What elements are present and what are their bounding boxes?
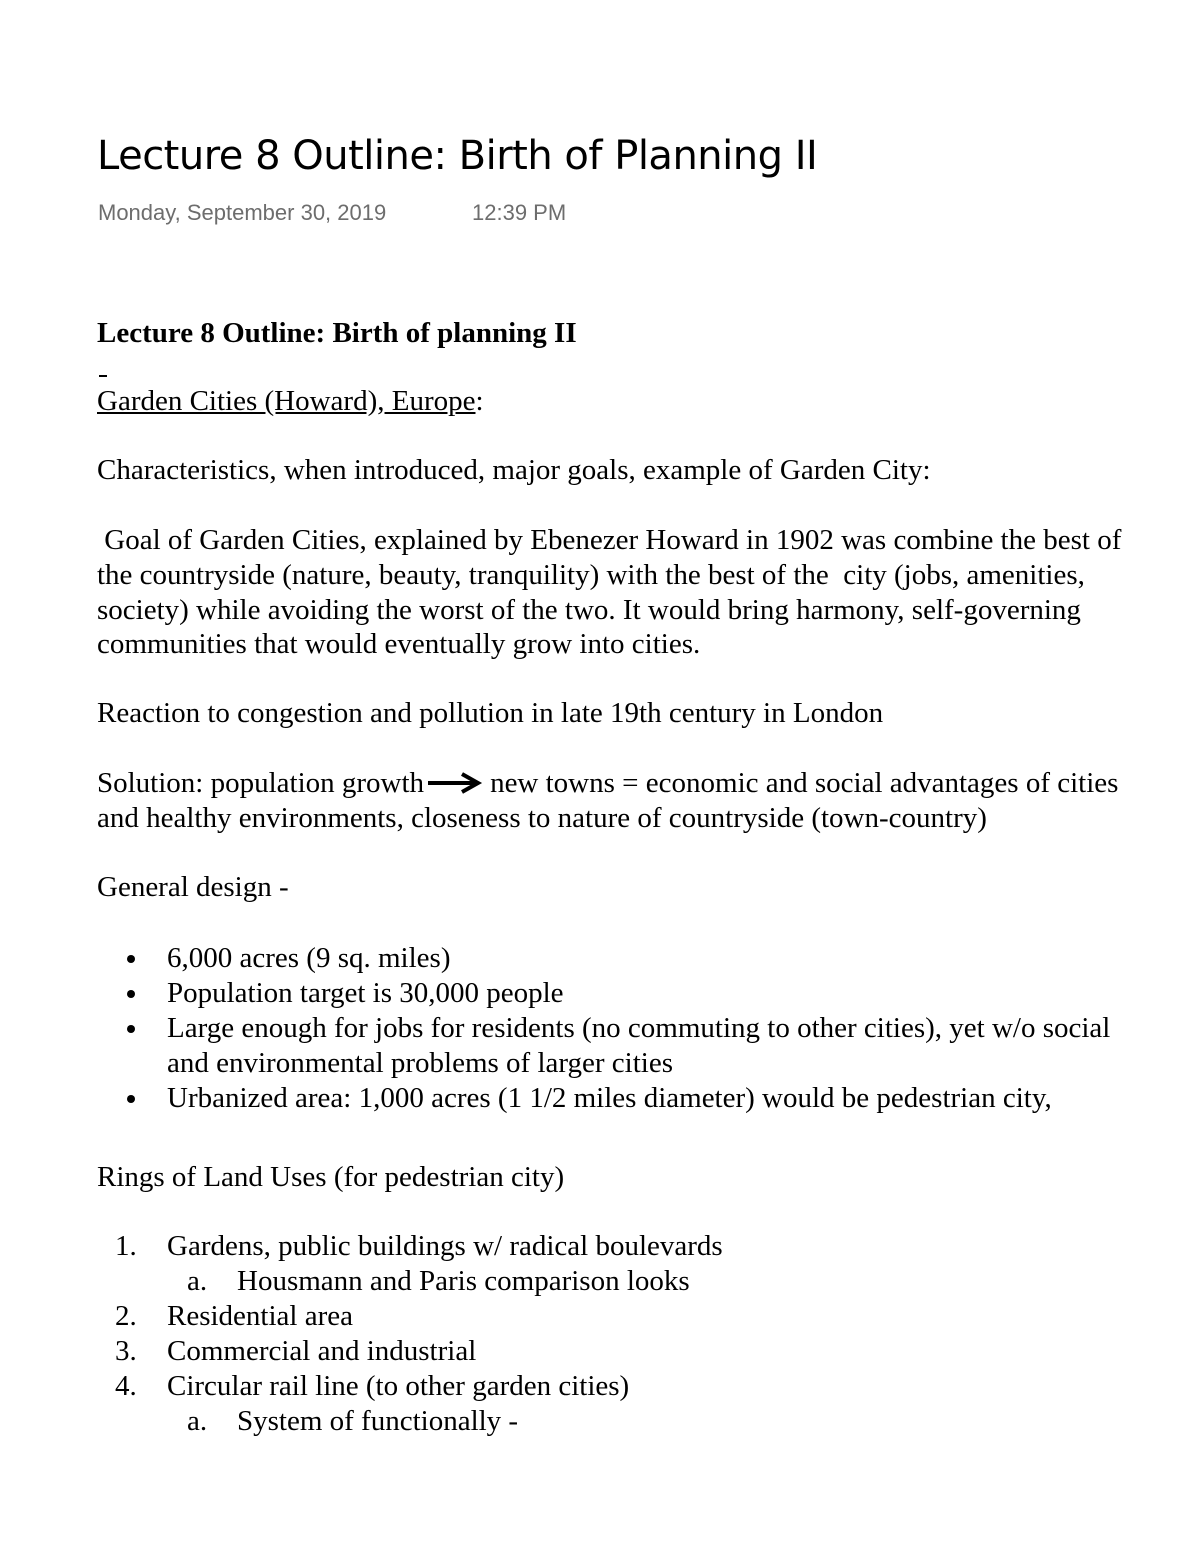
goal-line-3: society) while avoiding the worst of the two. It would bring harmony, self-governing — [97, 594, 1081, 626]
general-design-label: General design - — [97, 871, 289, 903]
section-title: Garden Cities (Howard), Europe — [97, 385, 476, 417]
section-title-line — [97, 384, 1200, 419]
page-title: Lecture 8 Outline: Birth of Planning II — [97, 133, 818, 179]
design-bullet-list — [97, 941, 1110, 1116]
goal-line-1: Goal of Garden Cities, explained by Ebenezer Howard in 1902 was combine the best of — [97, 524, 1122, 556]
note-time: 12:39 PM — [472, 200, 567, 225]
list-item: Large enough for jobs for residents (no commuting to other cities), yet w/o social — [97, 1011, 1110, 1046]
stray-mark — [99, 375, 107, 377]
list-item-continuation: and environmental problems of larger cities — [167, 1047, 673, 1079]
list-item: 4. Circular rail line (to other garden cities) — [115, 1370, 630, 1402]
rings-heading: Rings of Land Uses (for pedestrian city) — [97, 1161, 565, 1193]
reaction-line: Reaction to congestion and pollution in late 19th century in London — [97, 697, 884, 729]
solution-part-1: Solution: population growth — [97, 767, 425, 799]
rings-list — [97, 1229, 723, 1439]
goal-line-4: communities that would eventually grow into cities. — [97, 628, 701, 660]
section-colon: : — [475, 385, 484, 417]
goal-line-2: the countryside (nature, beauty, tranquility) with the best of the city (jobs, amenities, — [97, 559, 1085, 591]
bullet-icon — [127, 990, 135, 998]
list-item: 2. Residential area — [115, 1300, 353, 1332]
right-arrow-icon — [426, 771, 484, 795]
lecture-heading: Lecture 8 Outline: Birth of planning II — [97, 317, 577, 349]
list-item: 6,000 acres (9 sq. miles) — [97, 941, 1110, 976]
solution-line-1 — [97, 766, 1200, 801]
solution-line-2: and healthy environments, closeness to nature of countryside (town-country) — [97, 802, 987, 834]
bullet-icon — [127, 955, 135, 963]
sub-list-item: a. Housmann and Paris comparison looks — [187, 1265, 690, 1297]
list-item: 1. Gardens, public buildings w/ radical boulevards — [115, 1230, 723, 1262]
sub-list-item: a. System of functionally - — [187, 1405, 519, 1437]
characteristics-line: Characteristics, when introduced, major goals, example of Garden City: — [97, 454, 931, 486]
list-item: 3. Commercial and industrial — [115, 1335, 477, 1367]
list-item: Urbanized area: 1,000 acres (1 1/2 miles diameter) would be pedestrian city, — [97, 1081, 1110, 1116]
note-date: Monday, September 30, 2019 — [98, 200, 387, 225]
bullet-icon — [127, 1095, 135, 1103]
solution-part-2: new towns = economic and social advantages of cities — [490, 767, 1119, 799]
list-item: Population target is 30,000 people — [97, 976, 1110, 1011]
bullet-icon — [127, 1025, 135, 1033]
